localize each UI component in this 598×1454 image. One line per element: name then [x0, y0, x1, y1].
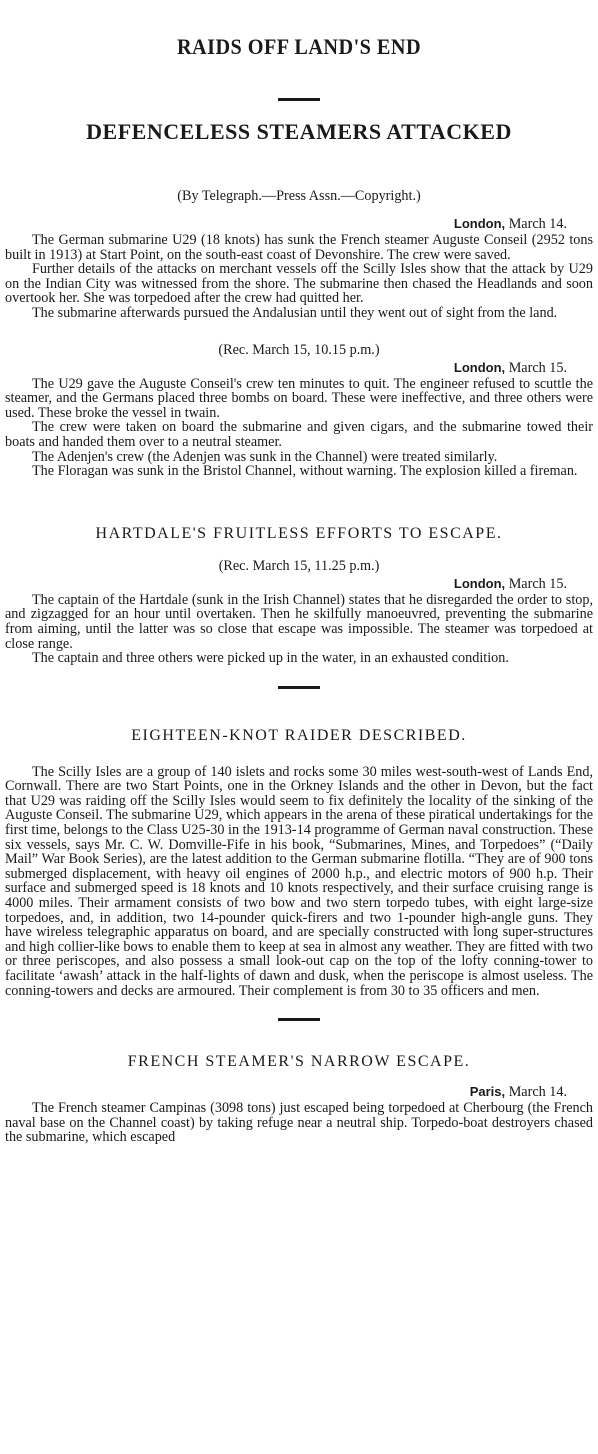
dateline [5, 575, 593, 593]
dateline-place: Paris, [469, 1084, 506, 1100]
dateline-place: London, [453, 216, 506, 231]
paragraph: The captain of the Hartdale (sunk in the Irish Channel) states that he disregarded the order to stop, and zigzagged for an hour until overtaken. Then he skilfully manoeuvred, preventing the submarine from aiming, until the latter was so close that escape was impossible. The steamer was torpedoed at close range. [5, 591, 593, 652]
paragraph: The German submarine U29 (18 knots) has sunk the French steamer Auguste Conseil (2952 tons built in 1913) at Start Point, on the south-east coast of Devonshire. The crew were saved. [5, 232, 593, 263]
section-heading: EIGHTEEN-KNOT RAIDER DESCRIBED. [131, 726, 467, 744]
paragraph: The U29 gave the Auguste Conseil's crew ten minutes to quit. The engineer refused to scuttle the steamer, and the Germans placed three bombs on board. These were ineffective, and three others were used. These broke the vessel in twain. [5, 375, 593, 421]
dateline-date: March 15. [508, 575, 567, 592]
paragraph: The Floragan was sunk in the Bristol Channel, without warning. The explosion killed a fireman. [32, 463, 578, 480]
paragraph: The crew were taken on board the submarine and given cigars, and the submarine towed their boats and handed them over to a neutral steamer. [5, 419, 593, 450]
received-time: (Rec. March 15, 10.15 p.m.) [218, 341, 380, 358]
dateline-place: London, [453, 359, 506, 375]
paragraph: Further details of the attacks on merchant vessels off the Scilly Isles show that the attack by U29 on the Indian City was witnessed from the shore. The submarine then chased the Headlands and soon overtook her. She was torpedoed after the crew had quitted her. [5, 261, 593, 307]
paragraph: The Adenjen's crew (the Adenjen was sunk in the Channel) were treated similarly. [32, 448, 498, 465]
headline: RAIDS OFF LAND'S END [176, 34, 422, 59]
press-credit: (By Telegraph.—Press Assn.—Copyright.) [177, 188, 421, 204]
dateline-date: March 14. [508, 1084, 567, 1101]
paragraph: The French steamer Campinas (3098 tons) just escaped being torpedoed at Cherbourg (the French naval base on the Channel coast) by taking refuge near a neutral ship. Torpedo-boat destroyers chased the submarine, which escaped [5, 1100, 593, 1146]
received-time: (Rec. March 15, 11.25 p.m.) [218, 557, 380, 574]
section-heading: HARTDALE'S FRUITLESS EFFORTS TO ESCAPE. [95, 524, 503, 542]
dateline [5, 215, 593, 233]
paragraph: The Scilly Isles are a group of 140 islets and rocks some 30 miles west-south-west of Lands End, Cornwall. There are two Start Points, one in the Orkney Islands and the other in Devon, but the fact that U29 was raiding off the Scilly Isles would seem to fix definitely the locality of the sinking of the Auguste Conseil. The submarine U29, which appears in the arena of these piratical undertakings for the first time, belongs to the Class U25-30 in the 1913-14 programme of German naval construction. These six vessels, says Mr. C. W. Domville-Fife in his book, “Submarines, Mines, and Torpedoes” (“Daily Mail” War Book Series), are the latest addition to the German submarine flotilla. “They are of 900 tons submerged displacement, with heavy oil engines of 2000 h.p., and electric motors of 900 h.p. Their surface and submerged speed is 18 knots and 10 knots respectively, and their surface cruising range is 4000 miles. Their armament consists of two bow and two stern torpedo tubes, with eight large-size torpedoes, and, in addition, two 14-pounder quick-firers and two 1-pounder high-angle guns. They have wireless telegraphic apparatus on board, and are specially constructed with long super-structures and high collier-like bows to enable them to keep at sea in almost any weather. They are fitted with two or three periscopes, and also possess a small look-out cap on the top of the lofty conning-tower to facilitate ‘awash’ attack in the half-lights of dawn and dusk, when the periscope is almost useless. The conning-towers and decks are armoured. Their complement is from 30 to 35 officers and men. [5, 763, 593, 999]
dateline [5, 359, 593, 377]
subheadline: DEFENCELESS STEAMERS ATTACKED [86, 119, 512, 144]
divider-rule [278, 686, 320, 689]
dateline [5, 1083, 593, 1101]
dateline-place: London, [453, 575, 506, 591]
divider-rule [278, 1018, 320, 1021]
section-heading: FRENCH STEAMER'S NARROW ESCAPE. [127, 1053, 471, 1071]
paragraph: The submarine afterwards pursued the Andalusian until they went out of sight from the land. [32, 304, 558, 321]
paragraph: The captain and three others were picked up in the water, in an exhausted condition. [32, 650, 509, 667]
dateline-date: March 14. [508, 216, 567, 232]
divider-rule [278, 98, 320, 101]
dateline-date: March 15. [508, 359, 567, 376]
